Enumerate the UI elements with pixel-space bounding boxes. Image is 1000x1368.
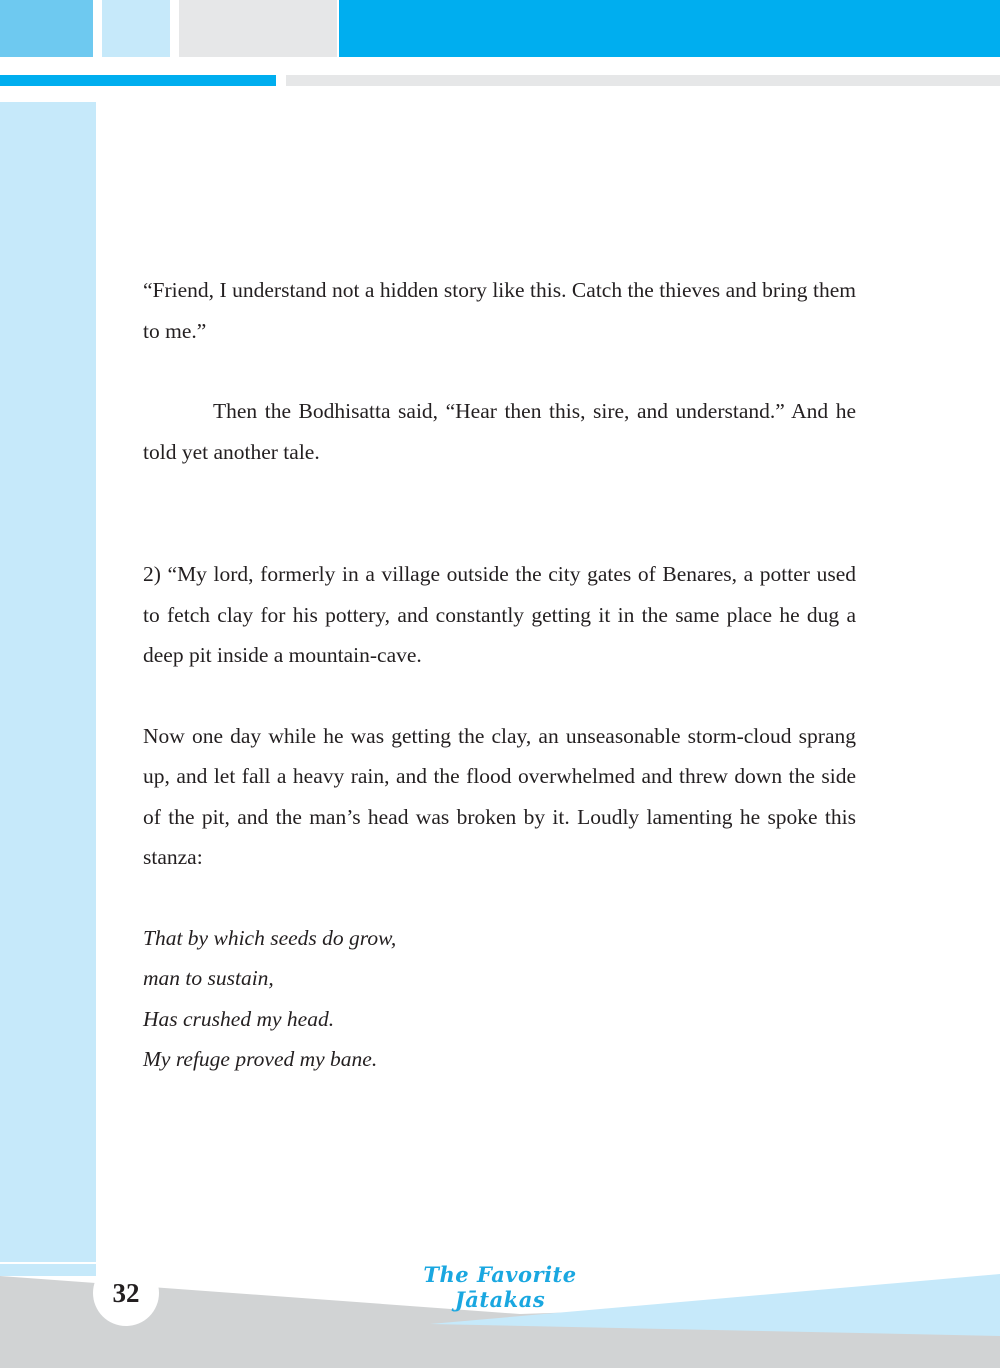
page-number: 32 [112, 1277, 140, 1308]
paragraph-4: Now one day while he was getting the clay, an unseasonable storm-cloud sprang up, and let fall a heavy rain, and the flood overwhelmed and threw down the side of the pit, and the man’s head was broken by it. Loudly lamenting he spoke this stanza: [143, 723, 856, 869]
header-block-4 [339, 0, 1000, 57]
header-block-1 [0, 0, 93, 57]
header-accent-line [0, 75, 276, 86]
paragraph-3: 2) “My lord, formerly in a village outside the city gates of Benares, a potter used to fetch clay for his pottery, and constantly getting it in the same place he dug a deep pit inside a mountain-cave. [143, 562, 856, 667]
page-number-badge [93, 1260, 159, 1326]
header-block-2 [102, 0, 170, 57]
left-sidebar-band [0, 102, 96, 1282]
paragraph-2: Then the Bodhisatta said, “Hear then this, sire, and understand.” And he told yet another tale. [143, 399, 856, 464]
header-gray-line [286, 75, 1000, 86]
poem-stanza [143, 918, 856, 1080]
poem-line: My refuge proved my bane. [143, 1047, 378, 1071]
header-block-3 [179, 0, 337, 57]
poem-line: Has crushed my head. [143, 1006, 335, 1031]
poem-line: man to sustain, [143, 966, 274, 990]
book-title: The Favorite Jātakas [423, 1262, 577, 1312]
paragraph-1: “Friend, I understand not a hidden story like this. Catch the thieves and bring them to me.” [143, 278, 856, 343]
poem-line: That by which seeds do grow, [143, 925, 397, 950]
main-text [143, 270, 856, 1080]
